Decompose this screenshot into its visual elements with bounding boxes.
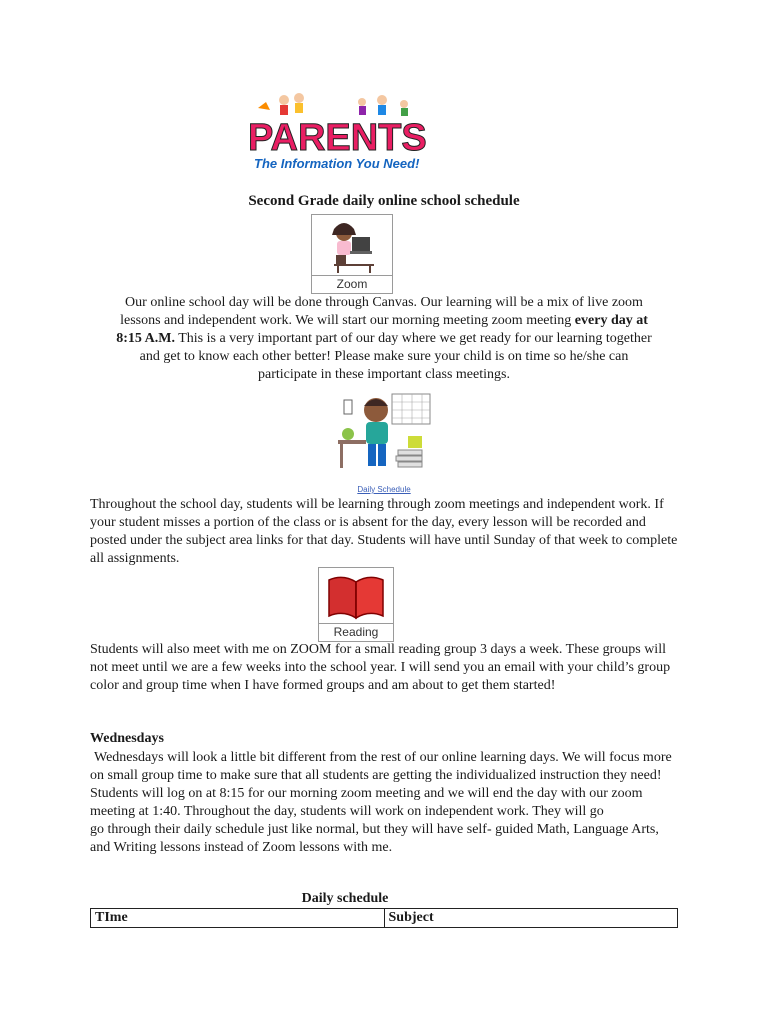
logo-tagline: The Information You Need! — [254, 156, 420, 171]
intro-line-2-text: lessons and independent work. We will start our morning meeting zoom meeting — [120, 313, 575, 328]
parents-logo — [244, 92, 434, 172]
school-day-paragraph: Throughout the school day, students will be learning through zoom meetings and independent work. If your student misses a portion of the class or is absent for the day, every lesson will be recorded and posted under the subject area links for that day. Students will have until Sunday of that week to complete all assignments. — [90, 497, 678, 566]
schedule-table — [90, 908, 678, 928]
daily-schedule-caption: Daily Schedule — [357, 485, 411, 494]
intro-line-4: and get to know each other better! Please make sure your child is on time so he/she can — [139, 349, 629, 364]
wednesdays-heading: Wednesdays — [90, 731, 164, 746]
wednesdays-text-1: Wednesdays will look a little bit different from the rest of our online learning days. We will focus more on small group time to make sure that all students are getting the individualized instruction they need! Students will log on at 8:15 for our morning zoom meeting and we will end the day with our zoom meeting at 1:40. Throughout the day, students will work on independent work. They will go — [90, 750, 672, 819]
column-header-subject: Subject — [384, 909, 678, 928]
intro-paragraph — [84, 294, 684, 384]
child-at-laptop-icon — [312, 215, 392, 275]
zoom-card — [311, 214, 393, 294]
boy-with-schedule-icon — [334, 390, 434, 482]
intro-line-5: participate in these important class meetings. — [258, 367, 510, 382]
intro-line-2-bold: every day at — [574, 313, 648, 328]
zoom-card-caption: Zoom — [312, 275, 392, 293]
page-title: Second Grade daily online school schedule — [248, 193, 520, 209]
intro-line-3-bold: 8:15 A.M. — [116, 331, 175, 346]
parents-logo-graphic — [244, 92, 434, 172]
reading-group-paragraph: Students will also meet with me on ZOOM for a small reading group 3 days a week. These groups will not meet until we are a few weeks into the school year. I will send you an email with your child’s group color and group time when I have formed groups and am about to get them started! — [90, 642, 671, 693]
reading-card-caption: Reading — [319, 623, 393, 641]
red-book-icon — [319, 568, 393, 624]
intro-line-2 — [84, 312, 684, 330]
intro-line-3 — [84, 330, 684, 348]
schedule-heading: Daily schedule — [301, 891, 389, 906]
column-header-time: TIme — [91, 909, 385, 928]
intro-line-3-text: This is a very important part of our day where we get ready for our learning together — [174, 331, 652, 346]
wednesdays-paragraph — [90, 749, 682, 857]
schedule-header-row — [91, 909, 678, 928]
kids-figures-icon — [258, 93, 408, 116]
wednesdays-text-2: go through their daily schedule just like normal, but they will have self- guided Math, Language Arts, and Writing lessons instead of Zoom lessons with me. — [90, 822, 659, 855]
intro-line-1: Our online school day will be done through Canvas. Our learning will be a mix of live zoom — [125, 295, 643, 310]
daily-schedule-illustration — [334, 390, 434, 494]
reading-card — [318, 567, 394, 642]
logo-word: PARENTS — [248, 117, 427, 159]
